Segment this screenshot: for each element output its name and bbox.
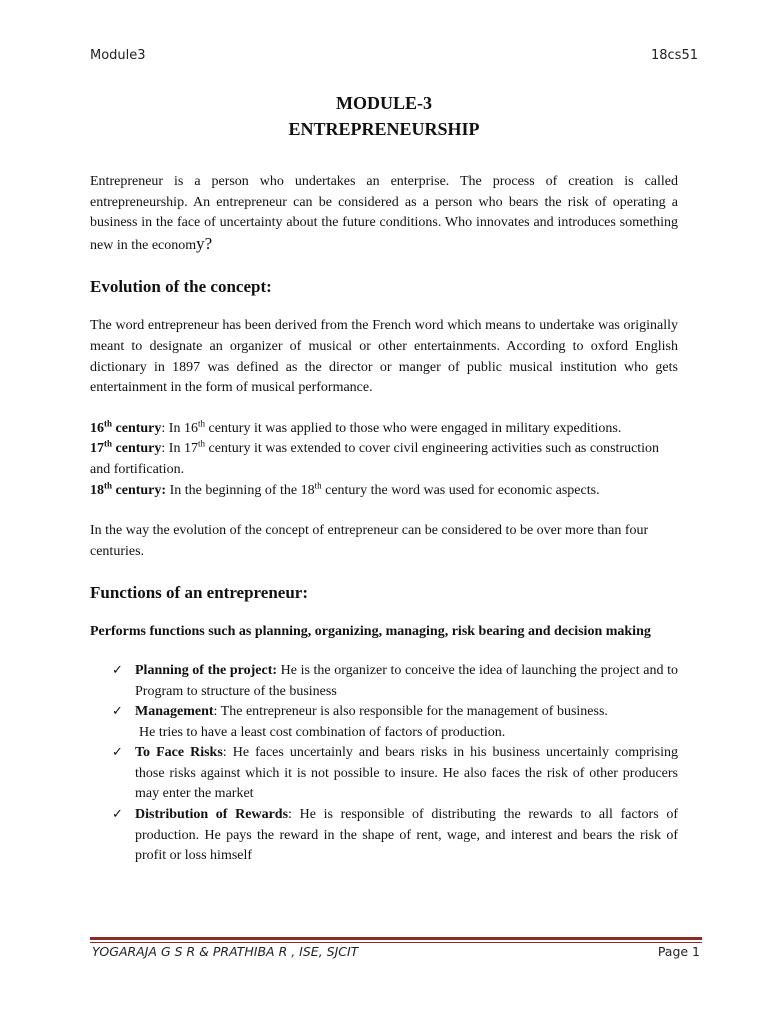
checkmark-icon: ✓ bbox=[112, 662, 123, 678]
c16-num: 16 bbox=[90, 420, 104, 436]
c16-label: century bbox=[115, 420, 162, 436]
evolution-summary: In the way the evolution of the concept of entrepreneur can be considered to be over more than four centuries. bbox=[90, 523, 649, 559]
item-text-continued: He tries to have a least cost combination of factors of production. bbox=[139, 724, 506, 740]
page-title-topic: ENTREPRENEURSHIP bbox=[288, 119, 480, 139]
c16-pre: : In 16 bbox=[161, 420, 198, 436]
header-course-code: 18cs51 bbox=[650, 48, 698, 63]
evolution-heading: Evolution of the concept: bbox=[90, 277, 272, 297]
item-label: Management bbox=[135, 704, 214, 720]
checkmark-icon: ✓ bbox=[112, 807, 123, 823]
c16-sup: th bbox=[104, 418, 113, 429]
page-title-module: MODULE-3 bbox=[336, 93, 432, 113]
c18-sup: th bbox=[104, 479, 113, 490]
century-16-line bbox=[90, 419, 678, 440]
evolution-paragraph: The word entrepreneur has been derived from the French word which means to undertake was originally meant to designate an organizer of musical or other entertainments. According to oxford English dictionary in 1897 was defined as the director or manger of public musical institution who gets entertainment in the form of musical performance. bbox=[90, 318, 678, 396]
c16-sup2: th bbox=[197, 418, 205, 429]
c18-rest: century the word was used for economic aspects. bbox=[321, 482, 600, 498]
c18-pre: In the beginning of the 18 bbox=[166, 482, 315, 498]
list-item bbox=[90, 805, 678, 867]
item-label: Planning of the project: bbox=[135, 662, 278, 678]
c17-label: century bbox=[115, 441, 162, 457]
c17-pre: : In 17 bbox=[161, 441, 198, 457]
list-item bbox=[90, 702, 678, 743]
item-text: : The entrepreneur is also responsible for the management of business. bbox=[213, 704, 608, 720]
c17-rest: century it was extended to cover civil engineering activities such as construction and fortification. bbox=[90, 441, 660, 477]
intro-end: y? bbox=[196, 233, 213, 253]
header-module: Module3 bbox=[90, 48, 146, 63]
item-text: : He is responsible of distributing the rewards to all factors of production. He pays the reward in the shape of rent, wage, and interest and bears the risk of profit or loss himself bbox=[135, 807, 678, 864]
page-content bbox=[90, 90, 678, 867]
footer-page-number: Page 1 bbox=[657, 944, 700, 959]
item-label: To Face Risks bbox=[135, 745, 223, 761]
functions-subheading: Performs functions such as planning, organizing, managing, risk bearing and decision making bbox=[90, 624, 651, 640]
c17-sup: th bbox=[104, 438, 113, 449]
item-text: : He faces uncertainly and bears risks in his business uncertainly comprising those risks against which it is not possible to insure. He also faces the risk of other producers may enter the market bbox=[135, 745, 679, 802]
item-text: He is the organizer to conceive the idea of launching the project and to Program to structure of the business bbox=[135, 662, 678, 699]
century-17-line bbox=[90, 439, 678, 480]
item-label: Distribution of Rewards bbox=[135, 807, 289, 823]
functions-list bbox=[90, 661, 678, 867]
c17-sup2: th bbox=[197, 438, 205, 449]
intro-text: Entrepreneur is a person who undertakes an enterprise. The process of creation is called entrepreneurship. An entrepreneur can be considered as a person who bears the risk of operating a business in the face of uncertainty about the future conditions. Who innovates and introduces something new in the econom bbox=[90, 174, 678, 253]
list-item bbox=[90, 661, 678, 702]
c18-sup2: th bbox=[314, 479, 322, 490]
c17-num: 17 bbox=[90, 441, 104, 457]
century-18-line bbox=[90, 481, 678, 502]
functions-heading: Functions of an entrepreneur: bbox=[90, 583, 309, 603]
c16-rest: century it was applied to those who were engaged in military expeditions. bbox=[204, 420, 622, 436]
intro-paragraph bbox=[90, 172, 678, 256]
footer-rule-thick bbox=[90, 937, 702, 940]
c18-num: 18 bbox=[90, 482, 104, 498]
list-item bbox=[90, 743, 678, 805]
footer-authors: YOGARAJA G S R & PRATHIBA R , ISE, SJCIT bbox=[92, 944, 359, 959]
checkmark-icon: ✓ bbox=[112, 704, 123, 720]
footer-rule-thin bbox=[90, 942, 702, 943]
c18-label: century: bbox=[115, 482, 167, 498]
checkmark-icon: ✓ bbox=[112, 745, 123, 761]
